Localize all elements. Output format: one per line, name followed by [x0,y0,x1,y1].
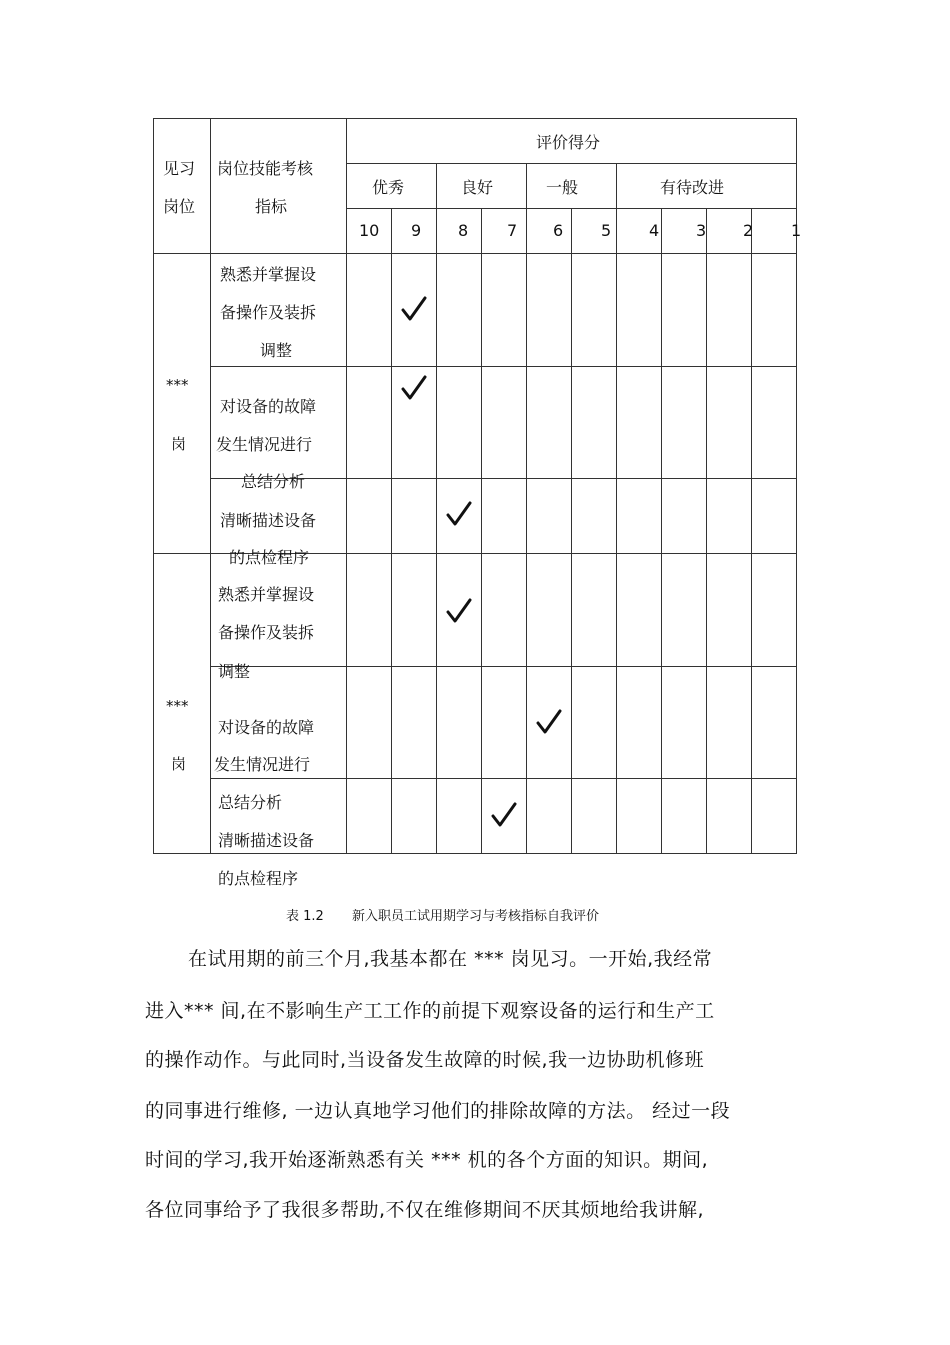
table-line [706,208,707,854]
indicator-r2-line1: 对设备的故障 [220,397,317,416]
check-mark-icon [489,801,519,831]
level-excellent: 优秀 [372,178,405,197]
table-line [436,163,437,854]
header-post-line2: 岗位 [163,197,196,216]
indicator-r2-line3: 总结分析 [241,472,306,491]
post-group1-line2: 岗 [171,435,187,453]
indicator-r5-line1: 对设备的故障 [218,718,315,737]
score-4: 4 [649,221,660,240]
score-6: 6 [553,221,564,240]
table-border-left [153,118,154,854]
header-score-title: 评价得分 [536,133,601,152]
level-needs-improvement: 有待改进 [660,178,725,197]
indicator-r6-line1: 总结分析 [218,793,283,812]
post-group1-line1: *** [166,376,189,394]
table-line [391,208,392,854]
score-8: 8 [458,221,469,240]
check-mark-icon [444,500,474,530]
header-indicator-line1: 岗位技能考核 [217,159,314,178]
indicator-r6-line2: 清晰描述设备 [218,831,315,850]
table-line [346,118,347,854]
table-line [661,208,662,854]
score-3: 3 [696,221,707,240]
indicator-r4-line2: 备操作及装拆 [218,623,315,642]
table-border-top [153,118,797,119]
body-line-1: 在试用期的前三个月,我基本都在 *** 岗见习。一开始,我经常 [188,948,713,970]
table-line [346,163,797,164]
score-2: 2 [743,221,754,240]
table-caption-number: 表 1.2 [286,909,324,924]
score-10: 10 [359,221,380,240]
body-line-5: 时间的学习,我开始逐渐熟悉有关 *** 机的各个方面的知识。期间, [145,1149,709,1171]
score-9: 9 [411,221,422,240]
table-line [210,778,797,779]
check-mark-icon [399,374,429,404]
body-line-6: 各位同事给予了我很多帮助,不仅在维修期间不厌其烦地给我讲解, [145,1199,705,1221]
check-mark-icon [534,708,564,738]
table-line [526,163,527,854]
body-line-3: 的操作动作。与此同时,当设备发生故障的时候,我一边协助机修班 [145,1049,705,1071]
table-line [210,366,797,367]
check-mark-icon [444,597,474,627]
indicator-r1-line3: 调整 [260,341,293,360]
body-line-2: 进入*** 间,在不影响生产工工作的前提下观察设备的运行和生产工 [145,1000,715,1022]
header-indicator-line2: 指标 [255,197,288,216]
indicator-r4-line3: 调整 [218,662,251,681]
table-line [751,208,752,854]
level-good: 良好 [461,178,494,197]
indicator-r5-line2: 发生情况进行 [214,755,311,774]
table-line [481,208,482,854]
post-group2-line1: *** [166,697,189,715]
check-mark-icon [399,295,429,325]
level-average: 一般 [546,178,579,197]
table-caption-title: 新入职员工试用期学习与考核指标自我评价 [352,909,600,924]
score-7: 7 [507,221,518,240]
table-line [210,666,797,667]
indicator-r1-line2: 备操作及装拆 [220,303,317,322]
score-5: 5 [601,221,612,240]
indicator-r6-line3: 的点检程序 [218,869,299,888]
table-line [571,208,572,854]
indicator-r4-line1: 熟悉并掌握设 [218,585,315,604]
indicator-r1-line1: 熟悉并掌握设 [220,265,317,284]
indicator-r3-line2: 的点检程序 [229,548,310,567]
table-line [210,118,211,854]
table-line [153,253,797,254]
indicator-r3-line1: 清晰描述设备 [220,511,317,530]
table-line [616,163,617,854]
table-border-bottom [153,853,797,854]
score-1: 1 [791,221,802,240]
post-group2-line2: 岗 [171,755,187,773]
header-post-line1: 见习 [163,159,196,178]
body-line-4: 的同事进行维修, 一边认真地学习他们的排除故障的方法。 经过一段 [145,1100,731,1122]
indicator-r2-line2: 发生情况进行 [216,435,313,454]
